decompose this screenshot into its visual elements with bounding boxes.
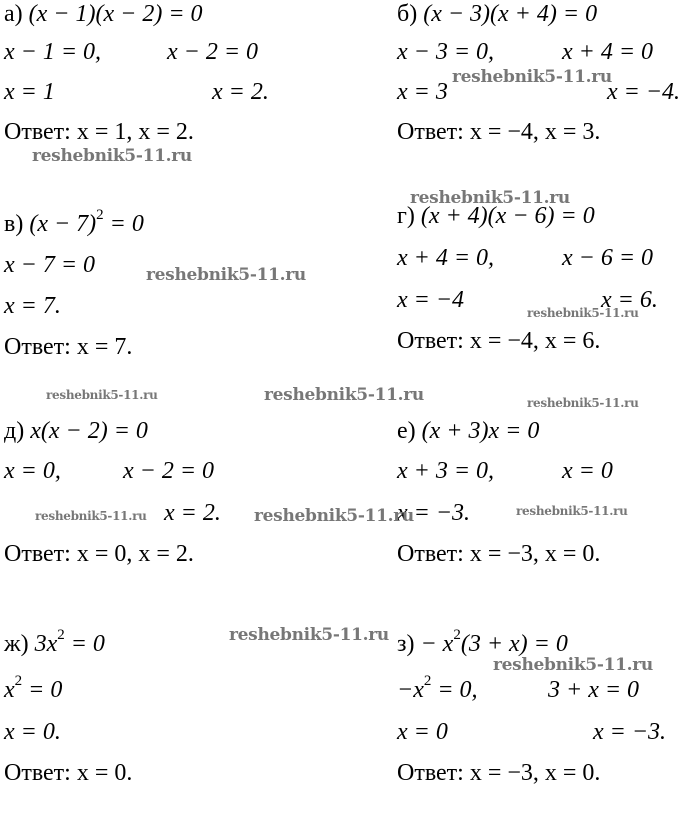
task-b-root-2: x = −4. bbox=[607, 79, 681, 105]
watermark: reshebnik5-11.ru bbox=[516, 504, 628, 518]
task-a-root-2: x = 2. bbox=[212, 79, 269, 105]
task-g-root-2: x = 6. bbox=[601, 287, 658, 313]
task-zh-step-1: $x^2 = 0$ bbox=[4, 673, 63, 703]
task-zh-answer: Ответ: x = 0. bbox=[4, 760, 133, 786]
task-a-step-1: x − 1 = 0, bbox=[4, 39, 102, 65]
task-d-equation: д) x(x − 2) = 0 bbox=[4, 418, 148, 444]
task-d-step-1: x = 0, bbox=[4, 458, 61, 484]
watermark: reshebnik5-11.ru bbox=[527, 306, 639, 320]
task-a-step-2: x − 2 = 0 bbox=[167, 39, 259, 65]
task-z-step-2: 3 + x = 0 bbox=[548, 677, 640, 703]
task-a-root-1: x = 1 bbox=[4, 79, 55, 105]
task-e-equation: е) (x + 3)x = 0 bbox=[397, 418, 540, 444]
watermark: reshebnik5-11.ru bbox=[35, 509, 147, 523]
watermark: reshebnik5-11.ru bbox=[527, 396, 639, 410]
task-g-step-2: x − 6 = 0 bbox=[562, 245, 654, 271]
task-b-step-2: x + 4 = 0 bbox=[562, 39, 654, 65]
task-b-answer: Ответ: x = −4, x = 3. bbox=[397, 119, 601, 145]
task-d-answer: Ответ: x = 0, x = 2. bbox=[4, 541, 194, 567]
task-zh-equation: ж) $3x^2 = 0$ bbox=[4, 627, 105, 657]
watermark: reshebnik5-11.ru bbox=[146, 265, 306, 285]
task-zh-root-1: x = 0. bbox=[4, 719, 61, 745]
task-b-step-1: x − 3 = 0, bbox=[397, 39, 495, 65]
task-e-step-1: x + 3 = 0, bbox=[397, 458, 495, 484]
task-g-root-1: x = −4 bbox=[397, 287, 465, 313]
task-b-equation: б) (x − 3)(x + 4) = 0 bbox=[397, 1, 598, 27]
task-g-equation: г) (x + 4)(x − 6) = 0 bbox=[397, 203, 595, 229]
task-z-equation: $з) - x^2(3 + x) = 0$ bbox=[397, 627, 568, 657]
task-v-root-1: x = 7. bbox=[4, 293, 61, 319]
task-v-step-1: x − 7 = 0 bbox=[4, 252, 96, 278]
watermark: reshebnik5-11.ru bbox=[229, 625, 389, 645]
task-z-root-1: x = 0 bbox=[397, 719, 448, 745]
task-g-answer: Ответ: x = −4, x = 6. bbox=[397, 328, 601, 354]
watermark: reshebnik5-11.ru bbox=[410, 188, 570, 208]
task-z-answer: Ответ: x = −3, x = 0. bbox=[397, 760, 601, 786]
watermark: reshebnik5-11.ru bbox=[264, 385, 424, 405]
watermark: reshebnik5-11.ru bbox=[254, 506, 414, 526]
task-e-root-1: x = −3. bbox=[397, 500, 471, 526]
task-a-equation: а) (x − 1)(x − 2) = 0 bbox=[4, 1, 203, 27]
watermark: reshebnik5-11.ru bbox=[32, 146, 192, 166]
task-b-root-1: x = 3 bbox=[397, 79, 448, 105]
task-d-root-2: x = 2. bbox=[164, 500, 221, 526]
watermark: reshebnik5-11.ru bbox=[46, 388, 158, 402]
task-v-answer: Ответ: x = 7. bbox=[4, 334, 133, 360]
task-z-step-1: $-x^2 = 0$, bbox=[397, 673, 478, 703]
task-e-step-2: x = 0 bbox=[562, 458, 613, 484]
task-z-root-2: x = −3. bbox=[593, 719, 667, 745]
task-e-answer: Ответ: x = −3, x = 0. bbox=[397, 541, 601, 567]
task-g-step-1: x + 4 = 0, bbox=[397, 245, 495, 271]
watermark: reshebnik5-11.ru bbox=[493, 655, 653, 675]
task-a-answer: Ответ: x = 1, x = 2. bbox=[4, 119, 194, 145]
task-d-step-2: x − 2 = 0 bbox=[123, 458, 215, 484]
task-v-equation: в) $(x - 7)^2 = 0$ bbox=[4, 207, 144, 237]
watermark: reshebnik5-11.ru bbox=[452, 67, 612, 87]
